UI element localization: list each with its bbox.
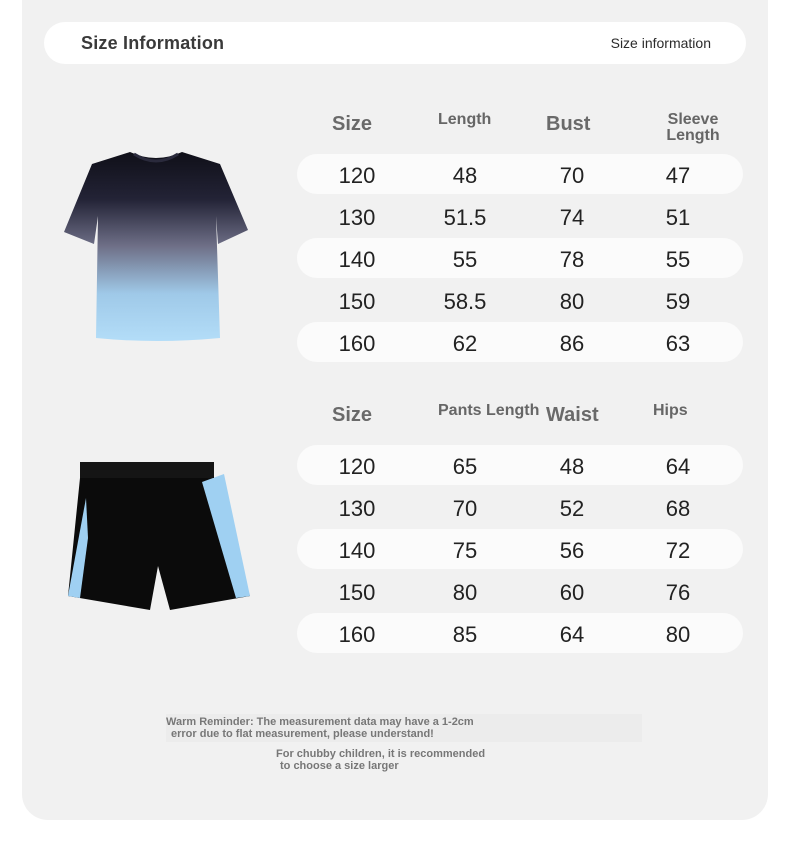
table-cell: 120 — [338, 163, 376, 188]
table-cell: 47 — [665, 163, 691, 188]
table-cell: 55 — [665, 247, 691, 272]
table-cell: 51 — [665, 205, 691, 230]
table-cell: 120 — [338, 454, 376, 479]
table-cell: 51.5 — [443, 205, 487, 230]
table-cell: 52 — [559, 496, 585, 521]
header-bar — [44, 22, 746, 64]
tshirt-image — [60, 146, 252, 344]
table-cell: 55 — [452, 247, 478, 272]
table-cell: 150 — [338, 289, 376, 314]
table-cell: 80 — [665, 622, 691, 647]
table-cell: 56 — [559, 538, 585, 563]
warm-reminder-line2: error due to flat measurement, please understand! — [171, 728, 434, 740]
table-row — [297, 196, 743, 236]
warm-reminder-line1: Warm Reminder: The measurement data may have a 1-2cm — [166, 716, 474, 728]
table-row — [297, 613, 743, 653]
table-cell: 48 — [559, 454, 585, 479]
table-cell: 80 — [452, 580, 478, 605]
top-header-size: Size — [332, 113, 373, 135]
top-header-sleeve-length: Sleeve Length — [666, 111, 720, 144]
table-row — [297, 571, 743, 611]
table-cell: 64 — [559, 622, 585, 647]
bottom-header-hips: Hips — [653, 402, 688, 419]
table-cell: 86 — [559, 331, 585, 356]
table-row — [297, 154, 743, 194]
table-cell: 68 — [665, 496, 691, 521]
top-header-bust: Bust — [546, 113, 591, 135]
table-cell: 85 — [452, 622, 478, 647]
shorts-image — [64, 458, 254, 616]
table-cell: 48 — [452, 163, 478, 188]
warm-reminder-note — [166, 714, 642, 742]
chubby-line2: to choose a size larger — [280, 760, 399, 772]
page-subtitle: Size information — [610, 35, 711, 51]
bottom-header-size: Size — [332, 404, 373, 426]
page-title: Size Information — [81, 33, 225, 53]
table-cell: 70 — [452, 496, 478, 521]
bottom-header-pants-length: Pants Length — [438, 402, 540, 419]
table-cell: 62 — [452, 331, 478, 356]
table-cell: 140 — [338, 538, 376, 563]
bottom-header-waist: Waist — [546, 404, 599, 426]
table-cell: 60 — [559, 580, 585, 605]
table-cell: 74 — [559, 205, 585, 230]
table-row — [297, 280, 743, 320]
table-row — [297, 445, 743, 485]
table-cell: 130 — [338, 496, 376, 521]
table-cell: 78 — [559, 247, 585, 272]
chubby-children-note — [276, 748, 485, 772]
table-cell: 72 — [665, 538, 691, 563]
table-cell: 160 — [338, 331, 376, 356]
table-row — [297, 487, 743, 527]
table-cell: 150 — [338, 580, 376, 605]
chubby-line1: For chubby children, it is recommended — [276, 748, 486, 760]
table-cell: 80 — [559, 289, 585, 314]
table-row — [297, 322, 743, 362]
table-cell: 130 — [338, 205, 376, 230]
table-cell: 76 — [665, 580, 691, 605]
table-cell: 75 — [452, 538, 478, 563]
top-header-length: Length — [438, 111, 492, 128]
table-cell: 63 — [665, 331, 691, 356]
table-cell: 64 — [665, 454, 691, 479]
table-row — [297, 529, 743, 569]
table-cell: 140 — [338, 247, 376, 272]
table-cell: 160 — [338, 622, 376, 647]
table-cell: 58.5 — [443, 289, 487, 314]
table-cell: 70 — [559, 163, 585, 188]
table-cell: 65 — [452, 454, 478, 479]
table-row — [297, 238, 743, 278]
table-cell: 59 — [665, 289, 691, 314]
